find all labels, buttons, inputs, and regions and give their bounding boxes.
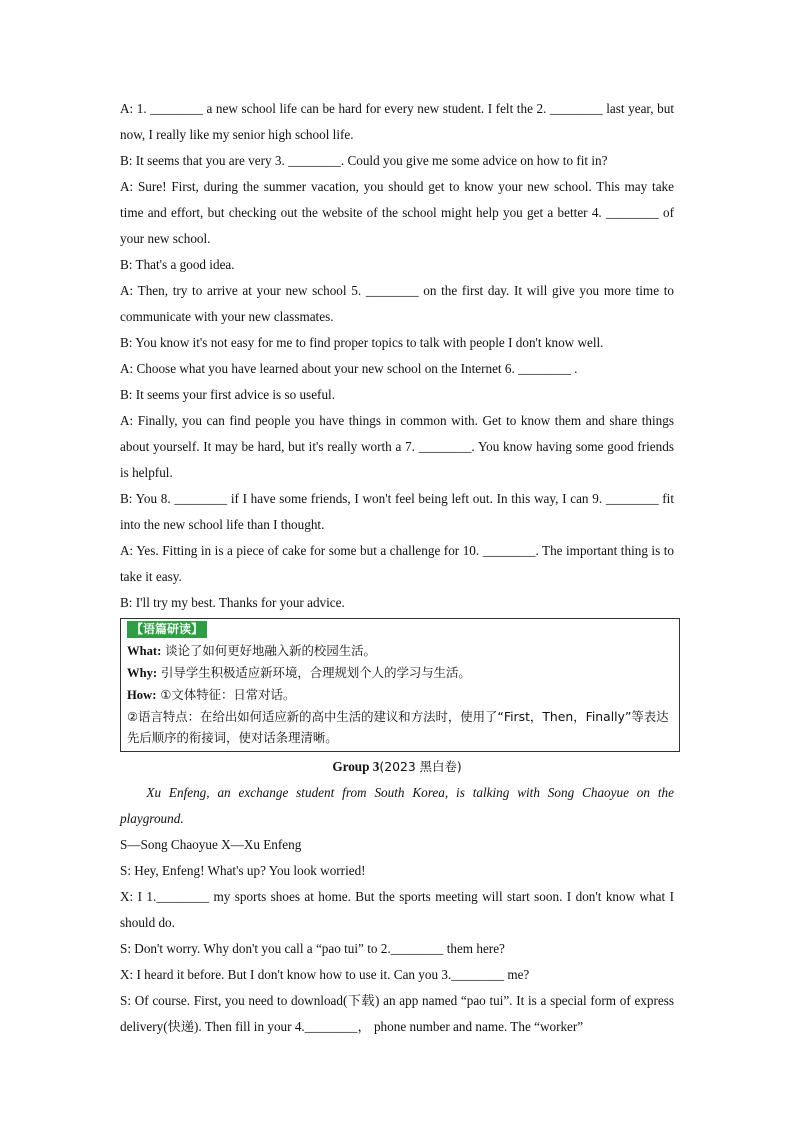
dialogue-line: B: I'll try my best. Thanks for your advice. bbox=[120, 595, 345, 610]
dialogue-line: A: Then, try to arrive at your new school 5. ________ on the first day. It will give you more time to communicate with your new classmates. bbox=[120, 283, 674, 324]
group-3-title bbox=[120, 754, 674, 780]
dialogue-line: B: That's a good idea. bbox=[120, 257, 235, 272]
analysis-why bbox=[127, 662, 673, 684]
dialogue-line: B: It seems that you are very 3. ________. Could you give me some advice on how to fit in? bbox=[120, 153, 608, 168]
how-label: How: bbox=[127, 688, 157, 702]
what-text: 谈论了如何更好地融入新的校园生活。 bbox=[161, 643, 376, 658]
text-analysis-box bbox=[120, 618, 680, 752]
dialogue-line: B: You 8. ________ if I have some friends, I won't feel being left out. In this way, I can 9. ________ fit into the new school life than I thought. bbox=[120, 491, 674, 532]
group-3-source: (2023 黑白卷) bbox=[379, 759, 462, 774]
worksheet-page bbox=[120, 96, 674, 1040]
dialogue-line: B: It seems your first advice is so useful. bbox=[120, 387, 335, 402]
dialogue-2 bbox=[120, 780, 674, 1040]
dialogue-line: S: Of course. First, you need to download(下载) an app named “pao tui”. It is a special form of express delivery(快递). Then fill in your 4.________， phone number and name. The “worker” bbox=[120, 993, 674, 1034]
dialogue-line: X: I 1.________ my sports shoes at home. But the sports meeting will start soon. I don't know what I should do. bbox=[120, 889, 674, 930]
group-3-label: Group 3 bbox=[332, 759, 380, 774]
analysis-how bbox=[127, 684, 673, 706]
why-label: Why: bbox=[127, 666, 158, 680]
dialogue-line: S: Hey, Enfeng! What's up? You look worried! bbox=[120, 863, 366, 878]
dialogue-line: S: Don't worry. Why don't you call a “pao tui” to 2.________ them here? bbox=[120, 941, 505, 956]
analysis-what bbox=[127, 640, 673, 662]
dialogue-line: X: I heard it before. But I don't know how to use it. Can you 3.________ me? bbox=[120, 967, 530, 982]
analysis-title: 【语篇研读】 bbox=[127, 621, 207, 638]
dialogue-line: A: 1. ________ a new school life can be hard for every new student. I felt the 2. ________ last year, but now, I really like my senior high school life. bbox=[120, 101, 674, 142]
analysis-how-detail: ②语言特点：在给出如何适应新的高中生活的建议和方法时，使用了“First，Then，Finally”等表达先后顺序的衔接词，使对话条理清晰。 bbox=[127, 709, 669, 745]
speakers-legend: S—Song Chaoyue X—Xu Enfeng bbox=[120, 837, 302, 852]
dialogue-line: A: Choose what you have learned about your new school on the Internet 6. ________ . bbox=[120, 361, 578, 376]
dialogue-1 bbox=[120, 96, 674, 616]
dialogue-line: B: You know it's not easy for me to find proper topics to talk with people I don't know well. bbox=[120, 335, 604, 350]
what-label: What: bbox=[127, 644, 162, 658]
why-text: 引导学生积极适应新环境，合理规划个人的学习与生活。 bbox=[157, 665, 471, 680]
dialogue-line: A: Yes. Fitting in is a piece of cake for some but a challenge for 10. ________. The important thing is to take it easy. bbox=[120, 543, 674, 584]
dialogue-line: A: Sure! First, during the summer vacation, you should get to know your new school. This may take time and effort, but checking out the website of the school might help you get a better 4. ________ of your new school. bbox=[120, 179, 674, 246]
dialogue-line: A: Finally, you can find people you have things in common with. Get to know them and share things about yourself. It may be hard, but it's really worth a 7. ________. You know having some good friends is helpful. bbox=[120, 413, 674, 480]
how-text: ①文体特征：日常对话。 bbox=[156, 687, 296, 702]
group-3-intro: Xu Enfeng, an exchange student from South Korea, is talking with Song Chaoyue on the playground. bbox=[120, 785, 674, 826]
